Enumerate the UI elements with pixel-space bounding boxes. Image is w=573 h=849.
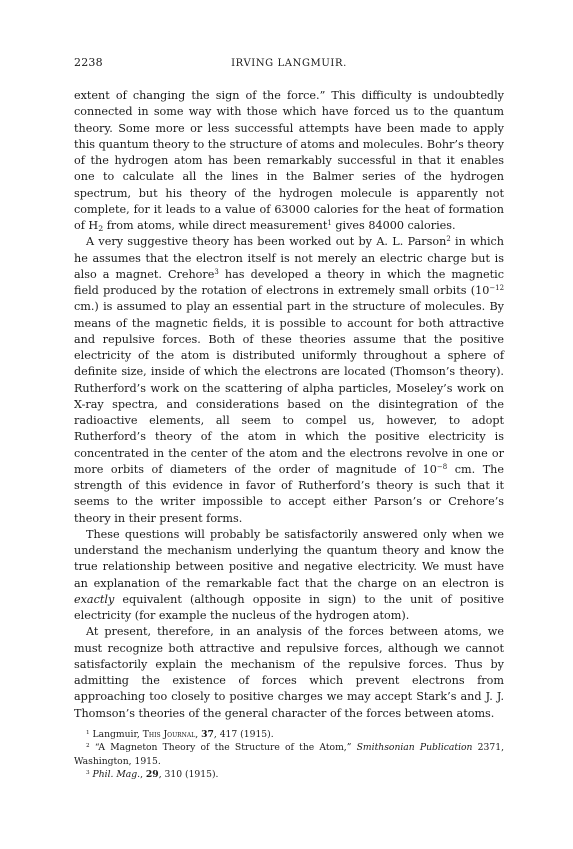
footnote-3-journal: Phil. Mag. [92,769,141,781]
emphasis-exactly: exactly [74,592,115,606]
paragraph-2 [74,234,504,527]
journal-page [74,56,504,782]
exponent-minus-12: −12 [489,284,504,293]
footnote-1-text-c: , 417 (1915). [213,728,274,740]
paragraph-2-text-b: in which he assumes that the electron itself is not merely an electric charge but is also a magnet. Crehore [74,235,504,281]
paragraph-4-text: At present, therefore, in an analysis of the forces between atoms, we must recognize both attractive and repulsive forces, although we cannot satisfactorily explain the mechanism of the repulsive forces. Thus by admitting the existence of forces which prevent electrons from approaching too closely to positive charges we may accept Stark’s and J. J. Thomson’s theories of the general character of the forces between atoms. [74,625,504,720]
subscript-h2: 2 [98,223,104,233]
paragraph-3-text-a: These questions will probably be satisfactorily answered only when we understand the mechanism underlying the quantum theory and know the true relationship between positive and negative electricity. We must have an explanation of the remarkable fact that the charge on an electron is [74,527,504,590]
running-title: IRVING LANGMUIR. [231,58,347,69]
footnote-ref-3: 3 [214,267,219,276]
footnote-3-text-b: , 310 (1915). [158,769,219,781]
footnote-3 [74,768,504,782]
footnote-2-publication: Smithsonian Publication [356,742,473,754]
footnote-3-mark: 3 [86,770,90,777]
footnote-ref-1: 1 [327,219,332,228]
footnote-1-journal: This Journal [142,728,196,740]
page-number: 2238 [74,56,103,69]
footnote-1-text-b: , [195,728,202,740]
paragraph-2-text-d: cm.) is assumed to play an essential part in the structure of molecules. By means of the magnetic fields, it is possible to account for both attractive and repulsive forces. Both of these theories assume that the positive electricity of the atom is distributed uniformly throughout a sphere of definite size, inside of which the electrons are located (Thomson’s theory). Rutherford’s work on the scattering of alpha particles, Moseley’s work on X-ray spectra, and considerations based on the disintegration of the radioactive elements, all seem to compel us, however, to adopt Rutherford’s theory of the atom in which the positive electricity is concentrated in the center of the atom and the electrons revolve in one or more orbits of diameters of the order of magnitude of 10 [74,300,504,476]
footnote-2-text-a: “A Magneton Theory of the Structure of the Atom,” [89,742,357,754]
footnote-1 [74,728,504,742]
footnote-2-text-b: 2371, Washington, 1915. [74,742,504,767]
footnote-2 [74,741,504,768]
footnote-1-mark: 1 [86,729,90,736]
paragraph-2-text-e: cm. The strength of this evidence in favor of Rutherford’s theory is such that it seems to the writer impossible to accept either Parson’s or Crehore’s theory in their present forms. [74,462,504,525]
paragraph-3 [74,527,504,625]
paragraph-1-text-b: from atoms, while direct measurement [103,219,328,232]
paragraph-2-text-c: has developed a theory in which the magnetic field produced by the rotation of electrons in extremely small orbits (10 [74,267,505,297]
footnote-1-volume: 37 [201,728,214,740]
paragraph-1-text-a: extent of changing the sign of the force.” This difficulty is undoubtedly connected in some way with those which have forced us to the quantum theory. Some more or less successful attempts have been made to apply this quantum theory to the structure of atoms and molecules. Bohr’s theory of the hydrogen atom has been remarkably successful in that it enables one to calculate all the lines in the Balmer series of the hydrogen spectrum, but his theory of the hydrogen molecule is apparently not complete, for it leads to a value of 63000 calories for the heat of formation of H [74,89,504,232]
footnotes [74,728,504,782]
paragraph-2-text-a: A very suggestive theory has been worked out by A. L. Parson [86,235,447,249]
exponent-minus-8: −8 [436,462,448,471]
footnote-ref-2: 2 [446,235,451,244]
paragraph-3-text-b: equivalent (although opposite in sign) to the unit of positive electricity (for example the nucleus of the hydrogen atom). [74,592,504,622]
footnote-2-mark: 2 [86,743,90,750]
footnote-3-volume: 29 [145,769,159,781]
footnote-1-text-a: Langmuir, [89,728,143,740]
footnote-3-text-a: , [140,769,146,781]
paragraph-4 [74,624,504,722]
paragraph-1 [74,88,504,234]
running-head [74,56,504,76]
paragraph-1-text-c: gives 84000 calories. [331,219,456,232]
article-body [74,88,504,722]
